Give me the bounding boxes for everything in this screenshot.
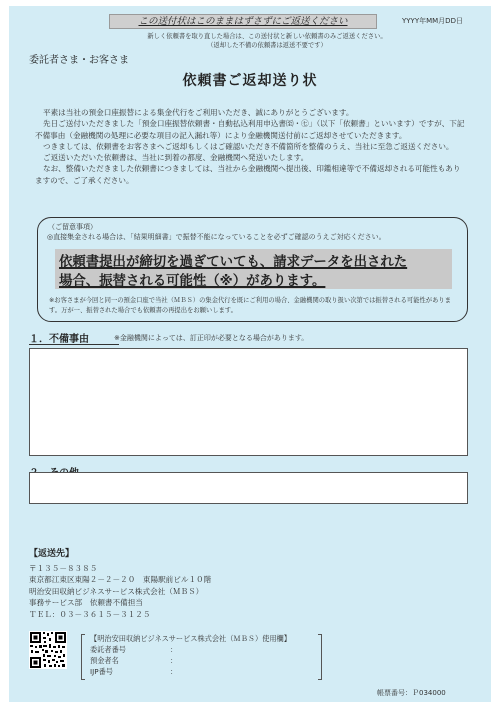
form-number: 帳票番号：Ｐ034000 <box>377 689 446 697</box>
return-line: ＴＥＬ：０３－３６１５－３１２５ <box>29 609 151 619</box>
mbs-use-title: 【明治安田収納ビジネスサービス株式会社（ＭＢＳ）使用欄】 <box>90 634 291 643</box>
mbs-field-value: ： <box>170 645 178 654</box>
defect-reason-field[interactable] <box>29 348 468 456</box>
highlight-box <box>55 249 452 289</box>
page-title: 依頼書ご返却送り状 <box>182 73 318 89</box>
body-paragraph: 平素は当社の預金口座振替による集金代行をご利用いただき、誠にありがとうございます。 <box>43 108 354 117</box>
caution-box <box>37 217 468 322</box>
highlight-line-1: 依頼書提出が締切を過ぎていても、請求データを出された <box>59 255 408 270</box>
body-paragraph: ご返送いただいた依頼書は、当社に到着の都度、金融機関へ発送いたします。 <box>43 153 309 163</box>
mbs-field-label: IJP番号 <box>90 667 113 676</box>
return-address-block <box>29 549 211 621</box>
return-line: 事務サービス部 依頼書不備担当 <box>29 598 143 608</box>
mbs-field-row <box>90 655 291 666</box>
sub-note <box>97 32 437 50</box>
mbs-field-label: 預金者名 <box>90 656 119 665</box>
qr-code-icon <box>29 631 67 669</box>
form-sheet <box>9 6 491 702</box>
return-line: 明治安田収納ビジネスサービス株式会社（ＭＢＳ） <box>29 586 204 596</box>
body-paragraph: なお、整備いただきました依頼書につきましては、当社から金融機関へ提出後、印鑑相違等で不備返却される可能性もありますので、ご了承ください。 <box>35 164 461 185</box>
sub-note-line: 新しく依頼書を取り直した場合は、この送付状と新しい依頼書のみご返送ください。 <box>147 33 387 40</box>
mbs-bracket-left <box>81 634 85 680</box>
section-1-note: ※金融機関によっては、訂正印が必要となる場合があります。 <box>114 334 309 342</box>
return-heading: 【返送先】 <box>29 549 75 559</box>
mbs-field-label: 委託者番号 <box>90 645 126 654</box>
highlight-line-2: 場合、振替される可能性（※）があります。 <box>59 274 326 289</box>
mbs-field-row <box>90 666 291 677</box>
return-line: 東京都江東区東陽２－２－２０ 東陽駅前ビル１０階 <box>29 575 212 585</box>
caution-heading: （ご留意事項） <box>48 223 97 231</box>
section-1-heading: １．不備事由 <box>29 334 89 345</box>
caution-line: ◎直接集金される場合は、「結果明細書」で振替不能になっていることを必ずご確認のうえご対応ください。 <box>47 233 386 241</box>
return-notice-banner: この送付状はこのままはずさずにご返送ください <box>109 14 377 29</box>
mbs-use-block <box>90 633 291 677</box>
addressee: 委託者さま・お客さま <box>29 55 129 66</box>
date-field: YYYY年MM月DD日 <box>402 17 463 25</box>
other-field[interactable] <box>29 472 468 504</box>
mbs-field-row <box>90 644 291 655</box>
section-1-underline <box>29 344 119 345</box>
return-line: 〒１３５－８３８５ <box>29 563 98 573</box>
body-paragraph: 先日ご送付いただきました「預金口座振替依頼書・自動払込利用申込書㉃・㊆」（以下「依頼書」といいます）ですが、下記不備事由（金融機関の処理に必要な項目の記入漏れ等）により金融機関送付前にご返却させていただきます。 <box>35 119 465 140</box>
sub-note-line: （返却した不備の依頼書は返送不要です） <box>207 42 327 49</box>
mbs-bracket-right <box>318 634 322 680</box>
mbs-field-value: ： <box>170 667 178 676</box>
body-paragraph: つきましては、依頼書をお客さまへご返却もしくはご確認いただき不備箇所を整備のうえ、当社に至急ご返送ください。 <box>43 141 454 151</box>
caution-footnote: ※お客さまが今回と同一の預金口座で当社（ＭＢＳ）の集金代行を既にご利用の場合、金融機関の取り扱い次第では振替される可能性があります。万が一、振替された場合でも依頼書の再提出をお願いします。 <box>49 297 451 314</box>
mbs-field-value: ： <box>170 656 178 665</box>
body-text <box>35 107 467 186</box>
